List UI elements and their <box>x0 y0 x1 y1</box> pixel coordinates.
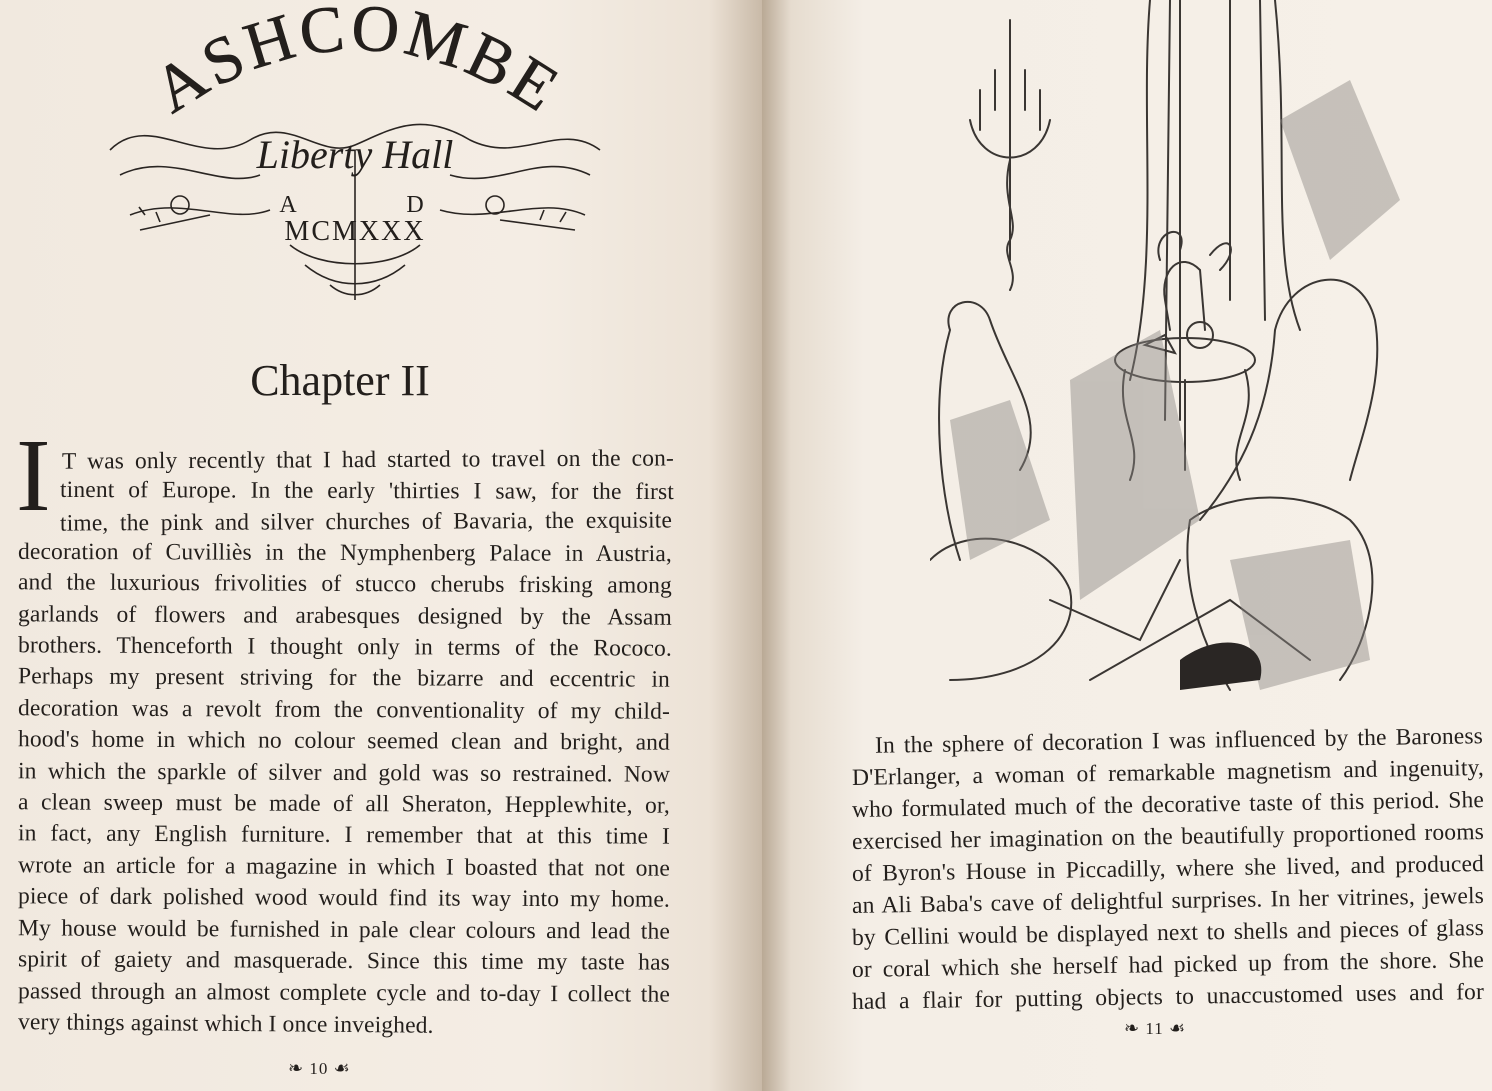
drop-cap: I <box>16 418 51 533</box>
svg-text:D: D <box>406 192 424 218</box>
svg-text:ASHCOMBE: ASHCOMBE <box>141 0 574 128</box>
text-line: D'Erlanger, a woman of remarkable magnetism and ingenuity, <box>851 755 1485 791</box>
text-line: had a flair for putting objects to unaccustomed uses and for <box>851 979 1485 1015</box>
fleuron-icon: ☙ <box>1168 1018 1187 1038</box>
page-number-right: ❧ 11 ☙ <box>1124 1018 1187 1038</box>
text-line: brothers. Thenceforth I thought only in terms of the Rococo. <box>17 632 673 662</box>
text-line: hood's home in which no colour seemed clean and bright, and <box>17 726 671 756</box>
text-line: piece of dark polished wood would find its way into my home. <box>17 883 671 913</box>
svg-text:MCMXXX: MCMXXX <box>284 216 426 247</box>
fleuron-icon: ☙ <box>333 1058 351 1078</box>
text-line: time, the pink and silver churches of Bavaria, the exquisite <box>59 507 673 537</box>
text-line: in fact, any English furniture. I remember that at this time I <box>17 820 671 850</box>
text-line: in which the sparkle of silver and gold was so restrained. Now <box>17 758 671 788</box>
text-line: Perhaps my present striving for the bizarre and eccentric in <box>17 663 671 693</box>
text-line: passed through an almost complete cycle and to-day I collect the <box>17 978 671 1008</box>
text-line: In the sphere of decoration I was influenced by the Baroness <box>874 723 1484 759</box>
text-line: who formulated much of the decorative taste of this period. She <box>851 787 1485 823</box>
text-line: My house would be furnished in pale clear colours and lead the <box>17 915 671 945</box>
text-line: T was only recently that I had started to travel on the con- <box>61 445 675 475</box>
text-line: of Byron's House in Piccadilly, where she lived, and produced <box>851 851 1485 887</box>
text-line: spirit of gaiety and masquerade. Since this time my taste has <box>17 946 671 976</box>
interior-sketch-illustration <box>930 0 1470 700</box>
text-line: by Cellini would be displayed next to shells and pieces of glass <box>851 915 1485 951</box>
text-line: garlands of flowers and arabesques designed by the Assam <box>17 601 673 631</box>
fleuron-icon: ❧ <box>1124 1018 1141 1038</box>
ashcombe-title-ornament <box>0 0 680 310</box>
text-line: wrote an article for a magazine in which I boasted that not one <box>17 852 671 882</box>
text-line: very things against which I once inveighed. <box>17 1009 434 1039</box>
fleuron-icon: ❧ <box>288 1058 305 1078</box>
text-line: a clean sweep must be made of all Sheraton, Hepplewhite, or, <box>17 789 671 819</box>
text-line: an Ali Baba's cave of delightful surprises. In her vitrines, jewels <box>851 883 1485 919</box>
text-line: exercised her imagination on the beautifully proportioned rooms <box>851 819 1485 855</box>
right-page <box>762 0 1492 1091</box>
text-line: and the luxurious frivolities of stucco cherubs frisking among <box>17 569 673 599</box>
svg-text:Liberty Hall: Liberty Hall <box>256 132 454 177</box>
page-number-left: ❧ 10 ☙ <box>288 1058 351 1078</box>
svg-text:A: A <box>279 192 297 218</box>
text-line: or coral which she herself had picked up from the shore. She <box>851 947 1485 983</box>
text-line: tinent of Europe. In the early 'thirties I saw, for the first <box>59 476 675 506</box>
text-line: decoration of Cuvilliès in the Nymphenberg Palace in Austria, <box>17 538 673 568</box>
text-line: decoration was a revolt from the conventionality of my child- <box>17 695 671 725</box>
chapter-title: Chapter II <box>250 356 430 405</box>
